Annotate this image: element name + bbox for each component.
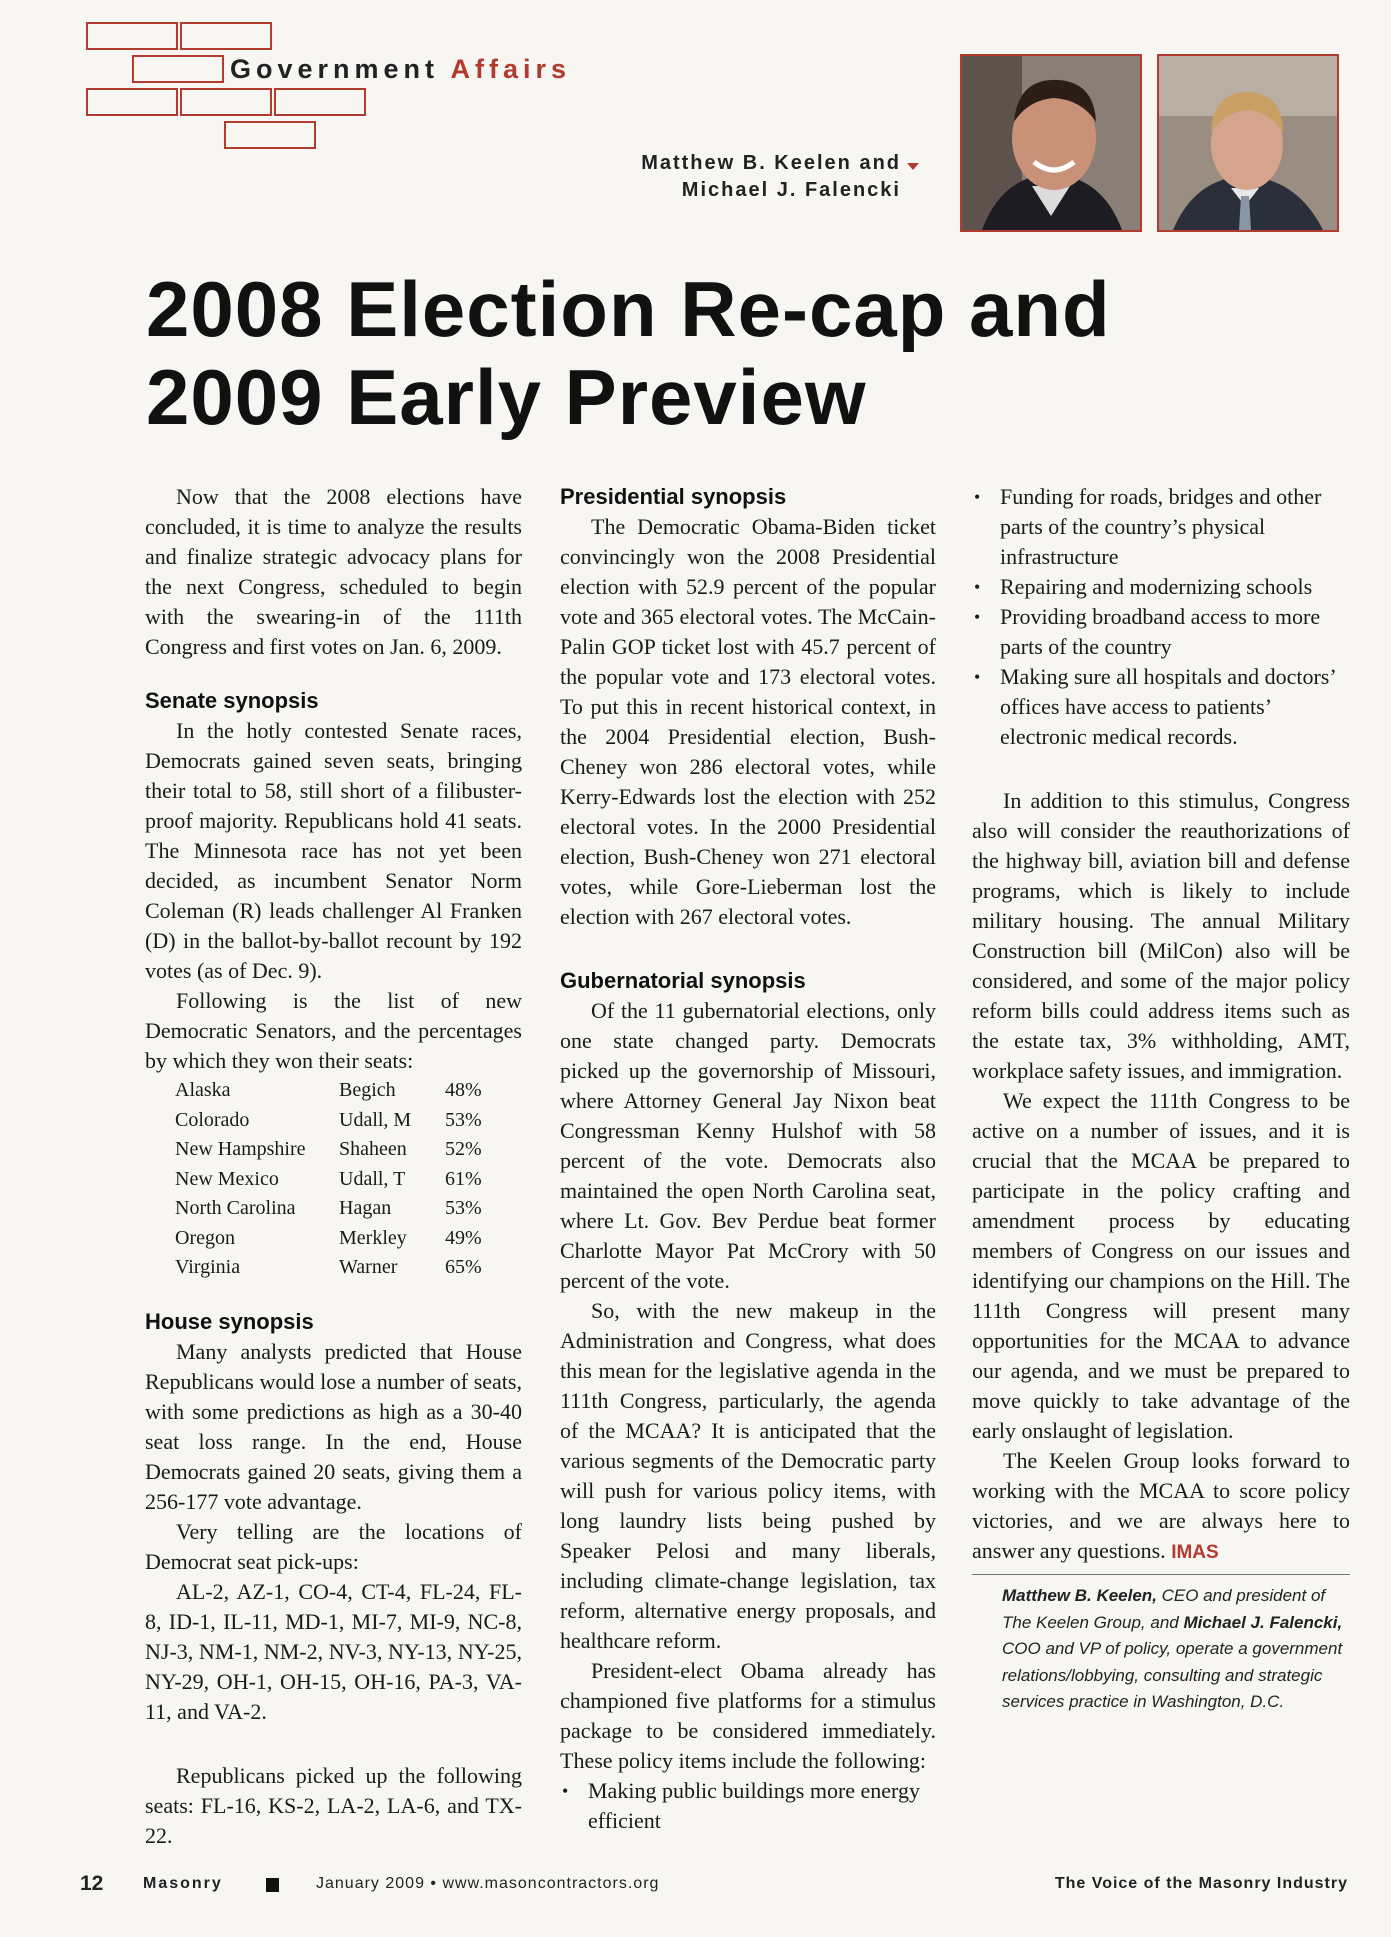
senator-cell: Shaheen (339, 1138, 407, 1160)
column-3 (972, 482, 1350, 1716)
senator-cell: Hagan (339, 1197, 392, 1219)
department-word-1: Government (230, 54, 440, 84)
senator-cell: Merkley (339, 1226, 407, 1249)
state-cell: Colorado (175, 1108, 250, 1131)
issue-info: January 2009 • www.masoncontractors.org (316, 1875, 660, 1892)
department-word-2: Affairs (450, 54, 572, 84)
department-label (230, 54, 571, 85)
house-paragraph-2: Very telling are the locations of Democrat seat pick-ups: (145, 1518, 522, 1574)
title-line-2: 2009 Early Preview (146, 353, 867, 441)
state-cell: North Carolina (175, 1197, 296, 1219)
presidential-heading: Presidential synopsis (560, 484, 787, 509)
senate-heading: Senate synopsis (145, 688, 319, 713)
triangle-down-icon (907, 163, 919, 170)
state-cell: New Mexico (175, 1167, 279, 1190)
house-paragraph-4: Republicans picked up the following seats: FL-16, KS-2, LA-2, LA-6, and TX-22. (145, 1762, 522, 1848)
magazine-tagline: The Voice of the Masonry Industry (1054, 1875, 1348, 1892)
table-row (175, 1194, 505, 1224)
square-icon (266, 1878, 279, 1892)
percent-cell: 53% (445, 1108, 482, 1131)
table-row (175, 1106, 505, 1136)
page-number: 12 (80, 1872, 104, 1895)
state-cell: New Hampshire (175, 1138, 306, 1160)
senator-cell: Warner (339, 1256, 398, 1278)
table-row (175, 1224, 505, 1254)
stimulus-list-part-1 (560, 1776, 936, 1836)
senate-paragraph-2: Following is the list of new Democratic Senators, and the percentages by which they won their seats: (145, 988, 522, 1073)
bio-name-1: Matthew B. Keelen, (1002, 1586, 1157, 1605)
house-heading: House synopsis (145, 1308, 314, 1334)
presidential-paragraph: The Democratic Obama-Biden ticket convincingly won the 2008 Presidential election with 52.9 percent of the popular vote and 365 electoral votes. The McCain-Palin GOP ticket lost with 45.7 percent of the popular vote and 173 electoral votes. To put this in recent historical context, in the 2004 Presidential election, Bush-Cheney won 286 electoral votes, while Kerry-Edwards lost the election with 252 electoral votes. In the 2000 Presidential election, Bush-Cheney won 271 electoral votes, while Gore-Lieberman lost the election with 267 electoral votes. (560, 514, 936, 929)
senate-paragraph-1: In the hotly contested Senate races, Democrats gained seven seats, bringing their total to 58, still short of a filibuster-proof majority. Republicans hold 41 seats. The Minnesota race has not yet been decided, as incumbent Senator Norm Coleman (R) leads challenger Al Franken (D) in the ballot-by-ballot recount by 192 votes (as of Dec. 9). (145, 718, 522, 983)
senate-results-table (175, 1076, 505, 1283)
article-title (146, 265, 1146, 441)
list-item: • Providing broadband access to more parts of the country (972, 602, 1350, 662)
table-row (175, 1135, 505, 1165)
list-item: • Repairing and modernizing schools (972, 572, 1350, 602)
bio-text-1: CEO and president of The Keelen Group, and (1002, 1586, 1326, 1632)
gubernatorial-paragraph-2: So, with the new makeup in the Administration and Congress, what does this mean for the legislative agenda in the 111th Congress, particularly, the agenda of the MCAA? It is anticipated that the various segments of the Democratic party will push for various policy items, with long laundry lists being pushed by Speaker Pelosi and many liberals, including climate-change legislation, tax reform, alternative energy proposals, and healthcare reform. (560, 1298, 936, 1653)
state-cell: Alaska (175, 1079, 231, 1101)
stimulus-list-part-2 (972, 482, 1350, 752)
closing-paragraph (972, 1446, 1350, 1568)
author-photo-keelen (960, 54, 1142, 232)
senator-cell: Udall, M (339, 1108, 412, 1131)
state-cell: Oregon (175, 1226, 235, 1249)
author-byline (641, 150, 901, 204)
percent-cell: 61% (445, 1167, 482, 1190)
gubernatorial-paragraph-1: Of the 11 gubernatorial elections, only one state changed party. Democrats picked up the governorship of Missouri, where Attorney General Jay Nixon beat Congressman Kenny Hulshof with 58 percent of the vote. Democrats also maintained the open North Carolina seat, where Lt. Gov. Bev Perdue beat former Charlotte Mayor Pat McCrory with 50 percent of the vote. (560, 998, 936, 1293)
bio-text-2: COO and VP of policy, operate a government relations/lobbying, consulting and strategic services practice in Washington, D.C. (1002, 1639, 1343, 1711)
author-photo-falencki (1157, 54, 1339, 232)
list-item: • Making public buildings more energy efficient (560, 1776, 936, 1836)
end-mark: IMAS (1171, 1542, 1219, 1563)
percent-cell: 65% (445, 1256, 482, 1278)
brick-logo (86, 22, 386, 154)
magazine-name: Masonry (143, 1875, 223, 1892)
closing-text: The Keelen Group looks forward to working with the MCAA to score policy victories, and we are always here to answer any questions. (972, 1448, 1350, 1563)
percent-cell: 52% (445, 1138, 482, 1160)
percent-cell: 53% (445, 1197, 482, 1219)
table-row (175, 1076, 505, 1106)
author-bio (972, 1574, 1350, 1716)
house-paragraph-1: Many analysts predicted that House Republicans would lose a number of seats, with some predictions as high as a 30-40 seat loss range. In the end, House Democrats gained 20 seats, giving them a 256-177 vote advantage. (145, 1338, 522, 1514)
agenda-paragraph-2: We expect the 111th Congress to be active on a number of issues, and it is crucial that the MCAA be prepared to participate in the policy crafting and amendment process by educating members of Congress on our issues and identifying our champions on the Hill. The 111th Congress will present many opportunities for the MCAA to advance our agenda, and we must be prepared to move quickly to take advantage of the early onslaught of legislation. (972, 1088, 1350, 1443)
column-1 (145, 482, 522, 1851)
table-row (175, 1253, 505, 1283)
senator-cell: Begich (339, 1079, 396, 1101)
list-item: • Making sure all hospitals and doctors’ offices have access to patients’ electronic medical records. (972, 662, 1350, 752)
author-line-1: Matthew B. Keelen and (641, 152, 901, 174)
author-line-2: Michael J. Falencki (681, 179, 901, 201)
list-item: • Funding for roads, bridges and other parts of the country’s physical infrastructure (972, 482, 1350, 572)
intro-paragraph: Now that the 2008 elections have concluded, it is time to analyze the results and finalize strategic advocacy plans for the next Congress, scheduled to begin with the swearing-in of the 111th Congress and first votes on Jan. 6, 2009. (145, 484, 522, 659)
page-footer (80, 1872, 1348, 1902)
bio-name-2: Michael J. Falencki, (1183, 1612, 1343, 1632)
percent-cell: 48% (445, 1079, 482, 1101)
gubernatorial-paragraph-3: President-elect Obama already has championed five platforms for a stimulus package to be considered immediately. These policy items include the following: (560, 1658, 936, 1773)
house-paragraph-3: AL-2, AZ-1, CO-4, CT-4, FL-24, FL-8, ID-1, IL-11, MD-1, MI-7, MI-9, NC-8, NJ-3, NM-1, NM-2, NV-3, NY-13, NY-25, NY-29, OH-1, OH-15, OH-16, PA-3, VA-11, and VA-2. (145, 1578, 522, 1724)
senator-cell: Udall, T (339, 1167, 406, 1190)
table-row (175, 1165, 505, 1195)
state-cell: Virginia (175, 1256, 241, 1278)
agenda-paragraph-1: In addition to this stimulus, Congress also will consider the reauthorizations of the highway bill, aviation bill and defense programs, which is likely to include military housing. The annual Military Construction bill (MilCon) also will be considered, and some of the major policy reform bills could address items such as the estate tax, 3% withholding, AMT, workplace safety issues, and immigration. (972, 788, 1350, 1083)
title-line-1: 2008 Election Re-cap and (146, 265, 1111, 353)
gubernatorial-heading: Gubernatorial synopsis (560, 968, 806, 993)
percent-cell: 49% (445, 1226, 482, 1249)
column-2 (560, 482, 936, 1836)
